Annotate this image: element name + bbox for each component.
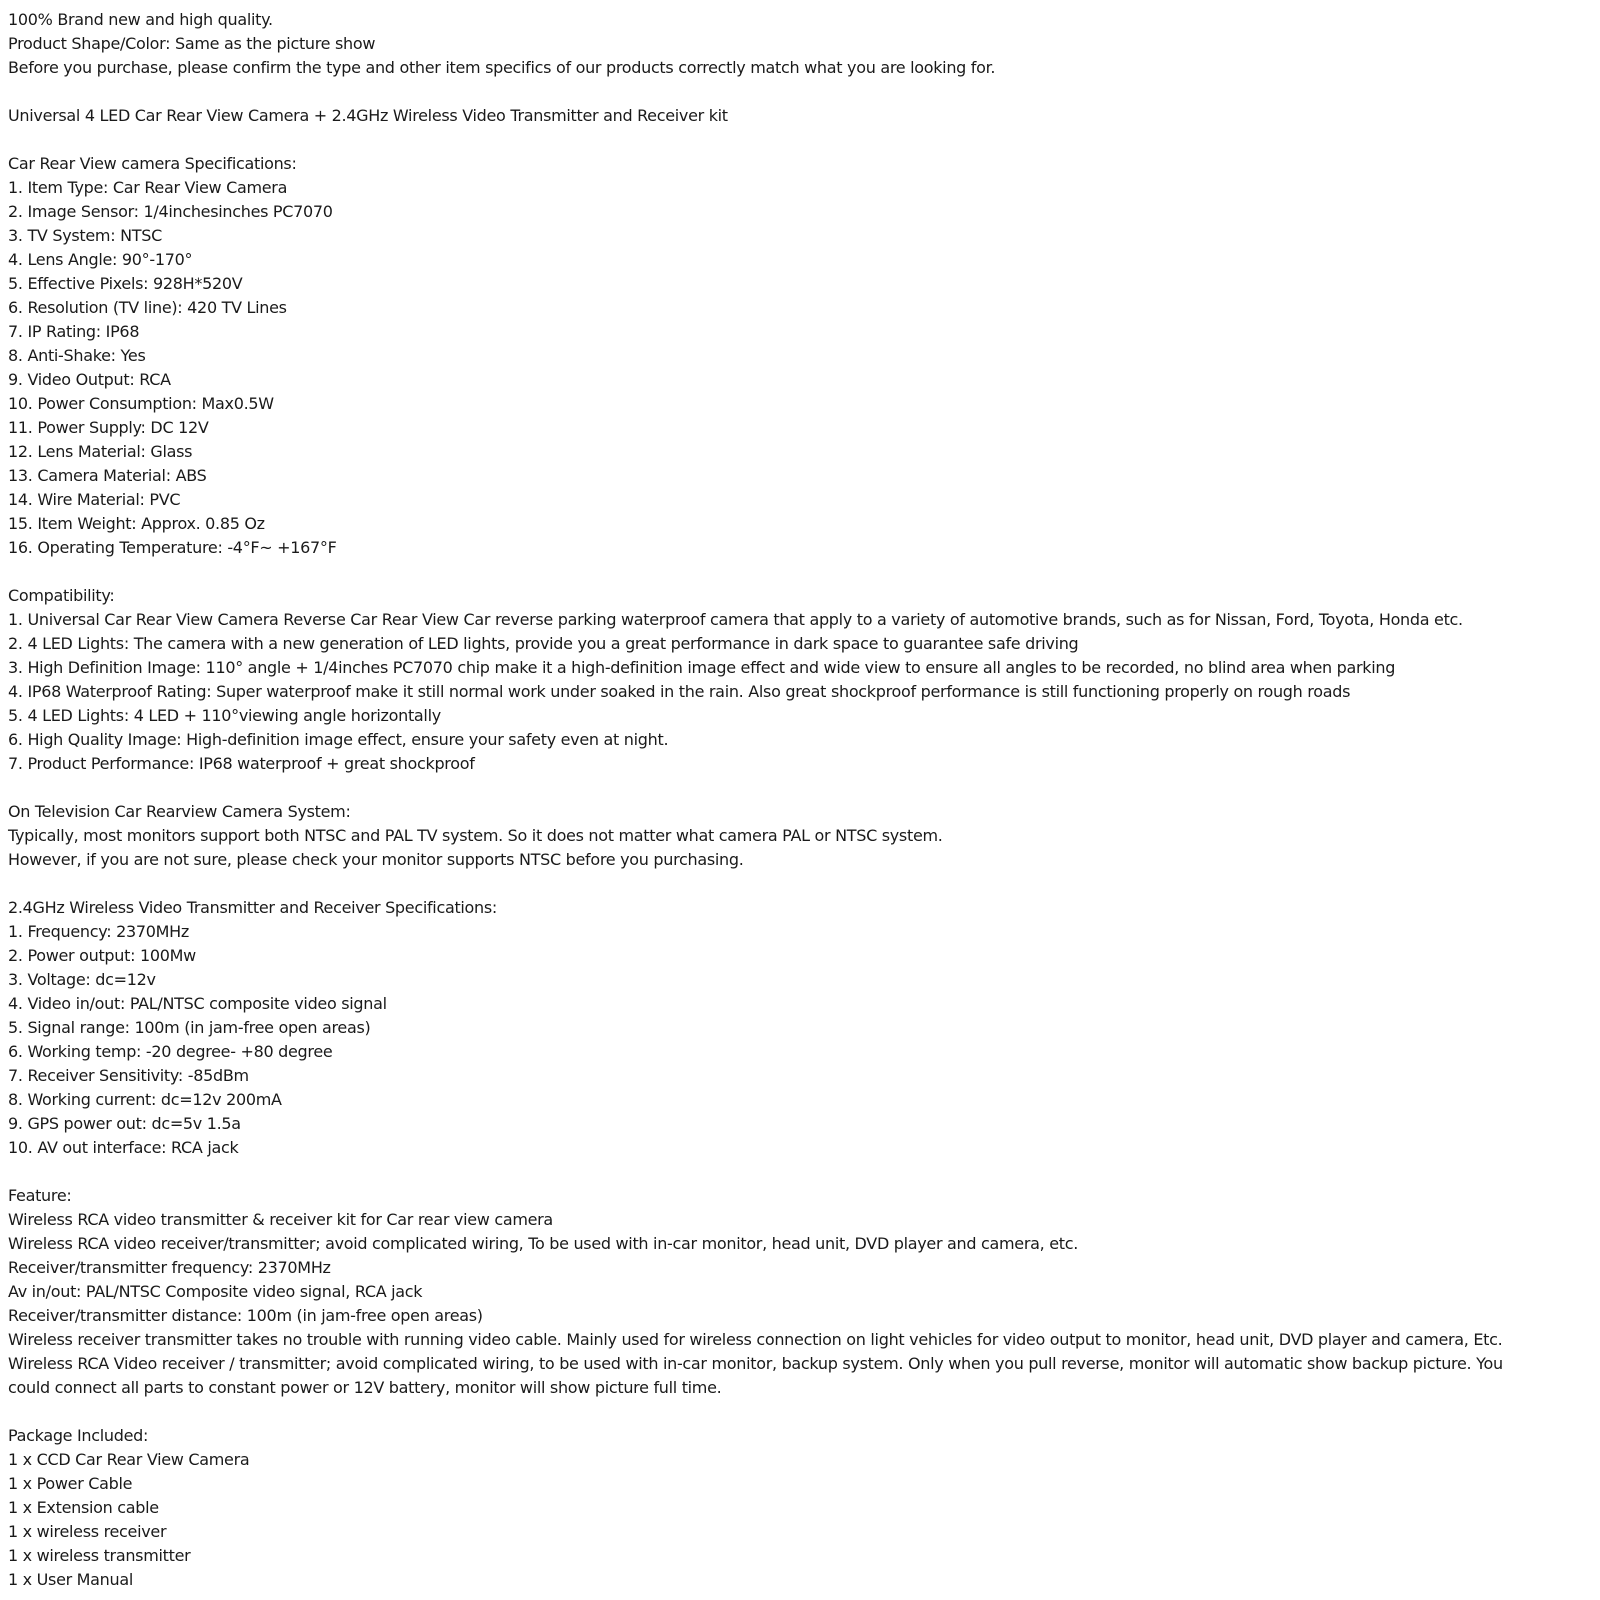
compatibility-item: 5. 4 LED Lights: 4 LED + 110°viewing angle horizontally xyxy=(8,706,441,725)
spec-item: 8. Anti-Shake: Yes xyxy=(8,346,146,365)
spec-item: 14. Wire Material: PVC xyxy=(8,490,181,509)
spec-item: 5. Signal range: 100m (in jam-free open areas) xyxy=(8,1018,371,1037)
section-heading: Compatibility: xyxy=(8,586,115,605)
section-heading: Package Included: xyxy=(8,1426,149,1445)
intro-line: Before you purchase, please confirm the type and other item specifics of our products correctly match what you are looking for. xyxy=(8,58,996,77)
blank-line xyxy=(8,1400,1600,1424)
section-heading: 2.4GHz Wireless Video Transmitter and Receiver Specifications: xyxy=(8,898,498,917)
spec-item: 16. Operating Temperature: -4°F~ +167°F xyxy=(8,538,337,557)
blank-line xyxy=(8,560,1600,584)
spec-item: 7. IP Rating: IP68 xyxy=(8,322,140,341)
intro-line: Product Shape/Color: Same as the picture show xyxy=(8,34,376,53)
compatibility-item: 4. IP68 Waterproof Rating: Super waterproof make it still normal work under soaked in the rain. Also great shockproof performance is still functioning properly on rough roads xyxy=(8,682,1351,701)
spec-item: 12. Lens Material: Glass xyxy=(8,442,193,461)
package-section xyxy=(8,1424,1600,1592)
spec-item: 4. Lens Angle: 90°-170° xyxy=(8,250,193,269)
spec-item: 6. Working temp: -20 degree- +80 degree xyxy=(8,1042,333,1061)
feature-item: Av in/out: PAL/NTSC Composite video signal, RCA jack xyxy=(8,1282,423,1301)
spec-item: 1. Frequency: 2370MHz xyxy=(8,922,189,941)
feature-item: Wireless RCA video transmitter & receiver kit for Car rear view camera xyxy=(8,1210,553,1229)
spec-item: 10. AV out interface: RCA jack xyxy=(8,1138,239,1157)
compatibility-item: 3. High Definition Image: 110° angle + 1/4inches PC7070 chip make it a high-definition image effect and wide view to ensure all angles to be recorded, no blind area when parking xyxy=(8,658,1396,677)
package-item: 1 x wireless transmitter xyxy=(8,1546,191,1565)
feature-item: Receiver/transmitter frequency: 2370MHz xyxy=(8,1258,331,1277)
camera-specs-section xyxy=(8,152,1600,560)
intro-section xyxy=(8,8,1600,80)
intro-line: 100% Brand new and high quality. xyxy=(8,10,273,29)
spec-item: 3. Voltage: dc=12v xyxy=(8,970,156,989)
compatibility-item: 1. Universal Car Rear View Camera Reverse Car Rear View Car reverse parking waterproof camera that apply to a variety of automotive brands, such as for Nissan, Ford, Toyota, Honda etc. xyxy=(8,610,1463,629)
spec-item: 8. Working current: dc=12v 200mA xyxy=(8,1090,282,1109)
wireless-specs-section xyxy=(8,896,1600,1160)
spec-item: 7. Receiver Sensitivity: -85dBm xyxy=(8,1066,249,1085)
spec-item: 9. GPS power out: dc=5v 1.5a xyxy=(8,1114,241,1133)
blank-line xyxy=(8,80,1600,104)
package-item: 1 x wireless receiver xyxy=(8,1522,167,1541)
blank-line xyxy=(8,872,1600,896)
feature-item: Receiver/transmitter distance: 100m (in jam-free open areas) xyxy=(8,1306,483,1325)
compatibility-item: 6. High Quality Image: High-definition image effect, ensure your safety even at night. xyxy=(8,730,669,749)
section-heading: On Television Car Rearview Camera System: xyxy=(8,802,351,821)
spec-item: 3. TV System: NTSC xyxy=(8,226,162,245)
package-item: 1 x Power Cable xyxy=(8,1474,133,1493)
spec-item: 9. Video Output: RCA xyxy=(8,370,171,389)
product-title: Universal 4 LED Car Rear View Camera + 2.4GHz Wireless Video Transmitter and Receiver kit xyxy=(8,106,728,125)
package-item: 1 x CCD Car Rear View Camera xyxy=(8,1450,250,1469)
section-heading: Car Rear View camera Specifications: xyxy=(8,154,297,173)
blank-line xyxy=(8,776,1600,800)
feature-item: Wireless receiver transmitter takes no trouble with running video cable. Mainly used for wireless connection on light vehicles for video output to monitor, head unit, DVD player and camera, Etc. xyxy=(8,1330,1503,1349)
section-heading: Feature: xyxy=(8,1186,72,1205)
compatibility-item: 2. 4 LED Lights: The camera with a new generation of LED lights, provide you a great performance in dark space to guarantee safe driving xyxy=(8,634,1079,653)
blank-line xyxy=(8,128,1600,152)
spec-item: 13. Camera Material: ABS xyxy=(8,466,207,485)
blank-line xyxy=(8,1160,1600,1184)
feature-item: Wireless RCA video receiver/transmitter; avoid complicated wiring, To be used with in-car monitor, head unit, DVD player and camera, etc. xyxy=(8,1234,1079,1253)
spec-item: 11. Power Supply: DC 12V xyxy=(8,418,209,437)
spec-item: 1. Item Type: Car Rear View Camera xyxy=(8,178,288,197)
spec-item: 2. Image Sensor: 1/4inchesinches PC7070 xyxy=(8,202,333,221)
tv-system-line: Typically, most monitors support both NTSC and PAL TV system. So it does not matter what camera PAL or NTSC system. xyxy=(8,826,943,845)
spec-item: 2. Power output: 100Mw xyxy=(8,946,196,965)
feature-item: could connect all parts to constant power or 12V battery, monitor will show picture full time. xyxy=(8,1378,722,1397)
compatibility-item: 7. Product Performance: IP68 waterproof + great shockproof xyxy=(8,754,475,773)
spec-item: 4. Video in/out: PAL/NTSC composite video signal xyxy=(8,994,387,1013)
package-item: 1 x User Manual xyxy=(8,1570,134,1589)
compatibility-section xyxy=(8,584,1600,776)
feature-section xyxy=(8,1184,1600,1400)
spec-item: 6. Resolution (TV line): 420 TV Lines xyxy=(8,298,287,317)
spec-item: 10. Power Consumption: Max0.5W xyxy=(8,394,274,413)
package-item: 1 x Extension cable xyxy=(8,1498,159,1517)
tv-system-section xyxy=(8,800,1600,872)
spec-item: 5. Effective Pixels: 928H*520V xyxy=(8,274,243,293)
spec-item: 15. Item Weight: Approx. 0.85 Oz xyxy=(8,514,265,533)
feature-item: Wireless RCA Video receiver / transmitter; avoid complicated wiring, to be used with in-car monitor, backup system. Only when you pull reverse, monitor will automatic show backup picture. You xyxy=(8,1354,1503,1373)
tv-system-line: However, if you are not sure, please check your monitor supports NTSC before you purchasing. xyxy=(8,850,744,869)
